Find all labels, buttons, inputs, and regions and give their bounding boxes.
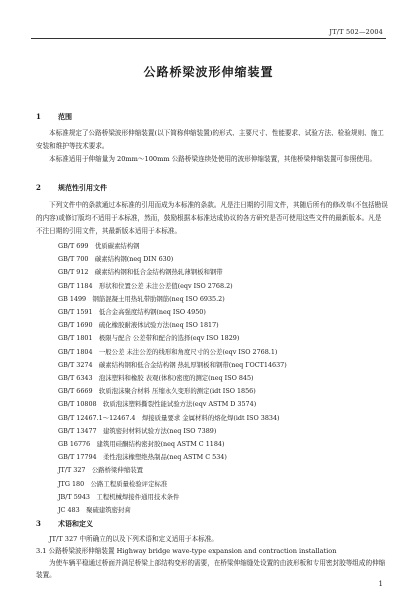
reference-item: JT/T 327 公路桥梁伸缩装置 [58, 466, 143, 475]
reference-item: GB/T 1184 形状和位置公差 未注公差值(eqv ISO 2768.2) [58, 281, 233, 290]
reference-item: GB/T 700 碳素结构钢(neq DIN 630) [58, 255, 174, 264]
standard-number: JT/T 502—2004 [329, 28, 383, 36]
section-1-body [36, 127, 388, 166]
reference-item: GB/T 6343 泡沫塑料和橡胶 表观(体积)密度的测定(neq ISO 845) [58, 374, 254, 383]
section-2-intro-text: 下列文件中的条款通过本标准的引用而成为本标准的条款。凡是注日期的引用文件，其随后所有的修改单(不包括勘误的内容)或修订版均不适用于本标准，然而，鼓励根据本标准达成协议的各方研究是否可使用这些文件的最新版本。凡是不注日期的引用文件，其最新版本适用于本标准。 [36, 201, 388, 235]
clause-3-1-term: 公路桥梁波形伸缩装置 Highway bridge wave-type expansion and contraction installation [48, 547, 337, 555]
section-1-title: 范围 [58, 112, 72, 121]
reference-item: JB/T 5943 工程机械焊接件通用技术条件 [58, 492, 180, 501]
reference-item: GB/T 6669 软质泡沫聚合材料 压缩永久变形的测定(idt ISO 1856) [58, 387, 256, 396]
reference-item: GB/T 699 优质碳素结构钢 [58, 242, 140, 250]
reference-item: GB/T 1591 低合金高强度结构钢(neq ISO 4950) [58, 308, 206, 317]
reference-item: JC 483 聚硫建筑密封膏 [58, 506, 131, 515]
header-rule [31, 38, 386, 39]
section-2-heading [36, 183, 107, 193]
clause-3-1-number: 3.1 [36, 547, 47, 555]
section-3-body [36, 533, 388, 581]
reference-item: GB/T 12467.1～12467.4 焊接质量要求 金属材料的熔化焊(idt ISO 3834) [58, 413, 280, 422]
section-3-title: 术语和定义 [58, 519, 93, 528]
clause-3-1 [36, 545, 388, 557]
section-2-number: 2 [36, 183, 41, 192]
section-2-title: 规范性引用文件 [58, 183, 107, 192]
section-3-number: 3 [36, 519, 41, 528]
reference-item: GB/T 13477 建筑密封材料试验方法(neq ISO 7389) [58, 426, 217, 435]
section-1-number: 1 [36, 112, 41, 121]
reference-item: GB 16776 建筑用硅酮结构密封胶(neq ASTM C 1184) [58, 440, 225, 449]
reference-item: GB 1499 钢筋混凝土用热轧带肋钢筋(neq ISO 6935.2) [58, 294, 225, 303]
reference-item: GB/T 3274 碳素结构钢和低合金结构钢 热轧厚钢板和钢带(neq ГОСТ14637) [58, 360, 287, 369]
section-3-intro: JT/T 327 中所确立的以及下列术语和定义适用于本标准。 [49, 535, 218, 543]
document-title: 公路桥梁波形伸缩装置 [143, 65, 274, 79]
reference-item: GB/T 1801 极限与配合 公差带和配合的选择(eqv ISO 1829) [58, 334, 240, 343]
clause-3-1-definition: 为使车辆平稳通过桥面并满足桥梁上部结构变形的需要，在桥梁伸缩缝处设置的由波形板和专用密封胶等组成的伸缩装置。 [36, 559, 386, 579]
reference-item: GB/T 1690 硫化橡胶耐液体试验方法(neq ISO 1817) [58, 321, 219, 330]
reference-item: GB/T 912 碳素结构钢和低合金结构钢热轧薄钢板和钢带 [58, 268, 223, 277]
reference-item: GB/T 17794 柔性泡沫橡塑绝热制品(neq ASTM C 534) [58, 453, 227, 462]
reference-item: GB/T 10808 软质泡沫塑料撕裂性能试验方法(eqv ASTM D 3574) [58, 400, 257, 409]
section-1-heading [36, 112, 72, 122]
reference-item: GB/T 1804 一般公差 未注公差的线形和角度尺寸的公差(eqv ISO 2768.1) [58, 347, 278, 356]
reference-item: JTG 180 公路工程质量检验评定标准 [58, 479, 168, 488]
page-number: 1 [378, 580, 383, 588]
section-2-intro [36, 199, 388, 238]
section-3-heading [36, 519, 93, 529]
section-1-paragraph: 本标准规定了公路桥梁波形伸缩装置(以下简称伸缩装置)的形式、主要尺寸、性能要求、试验方法、检验规则、施工安装和维护等技术要求。 [36, 129, 384, 150]
reference-list [58, 240, 388, 517]
section-1-paragraph: 本标准适用于伸缩量为 20mm～100mm 公路桥梁连续处使用的波形伸缩装置，其他桥梁伸缩装置可参照使用。 [49, 155, 377, 163]
